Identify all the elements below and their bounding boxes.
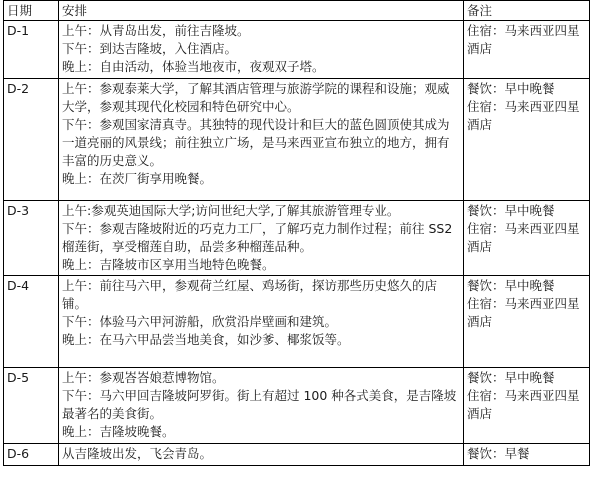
note-meals: 餐饮：早中晚餐 bbox=[467, 278, 555, 293]
schedule-morning: 上午：参观峇峇娘惹博物馆。 bbox=[62, 370, 225, 385]
table-row bbox=[4, 79, 590, 201]
schedule-evening: 晚上：在马六甲品尝当地美食，如沙爹、椰浆饭等。 bbox=[62, 332, 350, 347]
schedule-morning: 上午：从青岛出发，前往吉隆坡。 bbox=[62, 23, 250, 38]
note-meals: 餐饮：早中晚餐 bbox=[467, 203, 555, 218]
notes-cell bbox=[464, 368, 590, 444]
note-meals: 餐饮：早中晚餐 bbox=[467, 370, 555, 385]
schedule-cell bbox=[59, 368, 464, 444]
note-meals: 餐饮：早餐 bbox=[467, 446, 530, 461]
schedule-afternoon: 下午：体验马六甲河游船，欣赏沿岸壁画和建筑。 bbox=[62, 314, 338, 329]
header-date: 日期 bbox=[4, 1, 59, 21]
schedule-afternoon: 下午：马六甲回吉隆坡阿罗街。街上有超过 100 种各式美食，是吉隆坡最著名的美食街。 bbox=[62, 388, 457, 421]
note-lodging: 住宿：马来西亚四星酒店 bbox=[467, 23, 580, 56]
itinerary-table bbox=[3, 0, 590, 466]
header-notes: 备注 bbox=[464, 1, 590, 21]
note-meals: 餐饮：早中晚餐 bbox=[467, 81, 555, 96]
header-row bbox=[4, 1, 590, 21]
table-row bbox=[4, 444, 590, 466]
schedule-evening: 晚上：吉隆坡晚餐。 bbox=[62, 424, 175, 439]
schedule-evening: 晚上：吉隆坡市区享用当地特色晚餐。 bbox=[62, 257, 275, 272]
notes-cell bbox=[464, 79, 590, 201]
schedule-departure: 从吉隆坡出发，飞会青岛。 bbox=[62, 446, 213, 461]
note-lodging: 住宿：马来西亚四星酒店 bbox=[467, 388, 580, 421]
schedule-cell bbox=[59, 21, 464, 79]
notes-cell bbox=[464, 276, 590, 368]
day-cell: D-5 bbox=[4, 368, 59, 444]
day-cell: D-4 bbox=[4, 276, 59, 368]
schedule-cell bbox=[59, 444, 464, 466]
schedule-morning: 上午：前往马六甲，参观荷兰红屋、鸡场街，探访那些历史悠久的店铺。 bbox=[62, 278, 438, 311]
note-lodging: 住宿：马来西亚四星酒店 bbox=[467, 221, 580, 254]
day-cell: D-1 bbox=[4, 21, 59, 79]
day-cell: D-3 bbox=[4, 201, 59, 276]
table-row bbox=[4, 276, 590, 368]
notes-cell bbox=[464, 444, 590, 466]
notes-cell bbox=[464, 21, 590, 79]
schedule-evening: 晚上：自由活动，体验当地夜市，夜观双子塔。 bbox=[62, 59, 325, 74]
day-cell: D-2 bbox=[4, 79, 59, 201]
table-row bbox=[4, 368, 590, 444]
table-row bbox=[4, 21, 590, 79]
schedule-cell bbox=[59, 201, 464, 276]
schedule-evening: 晚上：在茨厂街享用晚餐。 bbox=[62, 171, 213, 186]
day-cell: D-6 bbox=[4, 444, 59, 466]
schedule-afternoon: 下午：参观吉隆坡附近的巧克力工厂，了解巧克力制作过程；前往 SS2 榴莲街，享受榴莲自助，品尝多种榴莲品种。 bbox=[62, 221, 453, 254]
schedule-afternoon: 下午：到达吉隆坡，入住酒店。 bbox=[62, 41, 238, 56]
note-lodging: 住宿：马来西亚四星酒店 bbox=[467, 296, 580, 329]
header-schedule: 安排 bbox=[59, 1, 464, 21]
schedule-cell bbox=[59, 276, 464, 368]
table-row bbox=[4, 201, 590, 276]
schedule-afternoon: 下午：参观国家清真寺。其独特的现代设计和巨大的蓝色圆顶使其成为一道亮丽的风景线；前往独立广场，是马来西亚宣布独立的地方，拥有丰富的历史意义。 bbox=[62, 117, 450, 168]
schedule-morning: 上午:参观英迪国际大学;访问世纪大学,了解其旅游管理专业。 bbox=[62, 203, 400, 218]
notes-cell bbox=[464, 201, 590, 276]
schedule-cell bbox=[59, 79, 464, 201]
note-lodging: 住宿：马来西亚四星酒店 bbox=[467, 99, 580, 132]
schedule-morning: 上午：参观泰莱大学，了解其酒店管理与旅游学院的课程和设施；观威大学，参观其现代化校园和特色研究中心。 bbox=[62, 81, 450, 114]
